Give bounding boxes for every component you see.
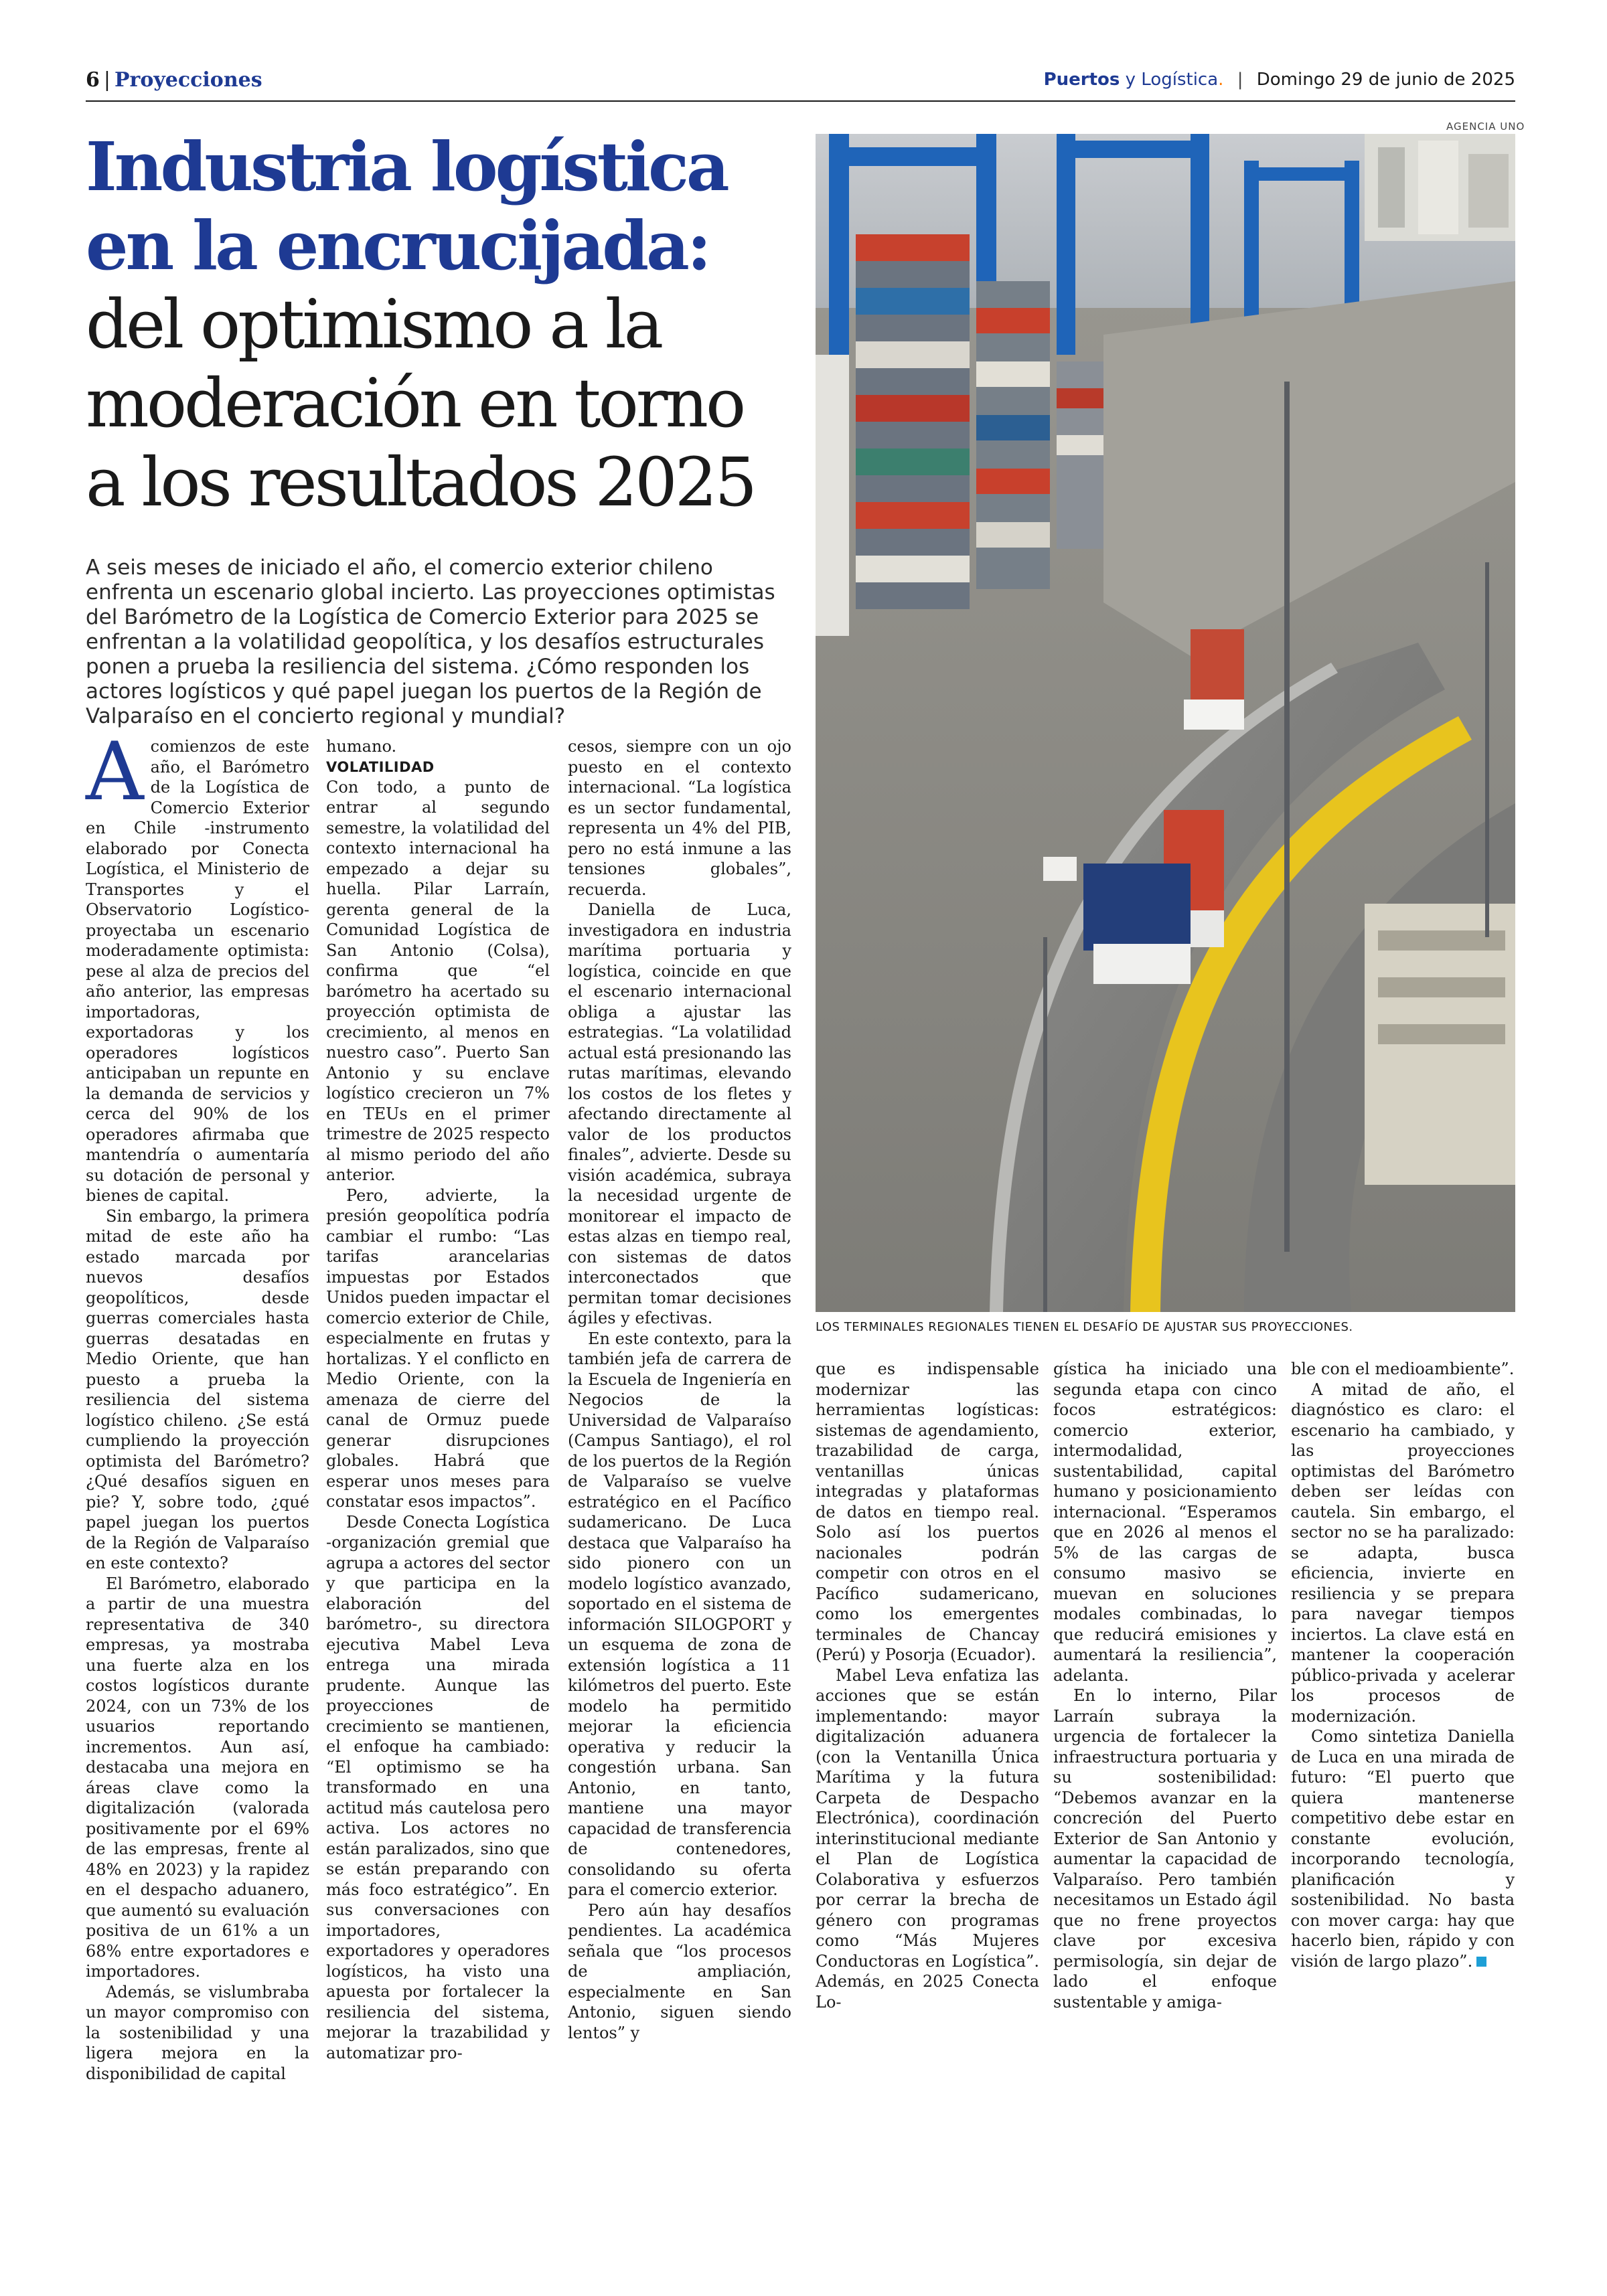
paragraph: Pero, advierte, la presión geopolítica podría cambiar el rumbo: “Las tarifas arancelarias impuestas por Estados Unidos pueden impactar el comercio exterior de Chile, especialmente en frutas y hortalizas. Y el conflicto en Medio Oriente, con la amenaza de cierre del canal de Ormuz puede generar disrupciones globales. Habrá que esperar unos meses para constatar esos impactos”. (326, 1185, 550, 1511)
paragraph: A mitad de año, el diagnóstico es claro: el escenario ha cambiado, y las proyecciones optimistas del Barómetro deben ser leídas con cautela. Sin embargo, el sector no se ha paralizado: se adapta, busca eficiencia, invierte en resiliencia y se prepara para navegar tiempos inciertos. La clave está en mantener la cooperación público-privada y acelerar los procesos de modernización. (1291, 1380, 1515, 1726)
publication-name: y Logística (1125, 70, 1219, 90)
paragraph: Mabel Leva enfatiza las acciones que se están implementando: mayor digitalización aduanera (con la Ventanilla Única Marítima y la futura Carpeta de Despacho Electrónica), coordinación interinstitucional mediante el Plan de Logística Colaborativa y esfuerzos por cerrar la brecha de género con programas como “Más Mujeres Conductoras en Logística”. Además, en 2025 Conecta Lo- (816, 1665, 1039, 2012)
closing-paragraph-text: Como sintetiza Daniella de Luca en una mirada de futuro: “El puerto que quiera mantenerse competitivo debe estar en constante evolución, incorporando tecnología, planificación y sostenibilidad. No basta con mover carga: hay que hacerlo bien, rápido y con visión de largo plazo”. (1291, 1727, 1515, 1971)
page-header (86, 64, 1515, 98)
paragraph: Con todo, a punto de entrar al segundo semestre, la volatilidad del contexto internacional ha empezado a dejar su huella. Pilar Larraín, gerenta general de la Comunidad Logística de San Antonio (Colsa), confirma que “el barómetro ha acertado su proyección optimista de crecimiento, al menos en nuestro caso”. Puerto San Antonio y su enclave logístico crecieron un 7% en TEUs en el primer trimestre de 2025 respecto al mismo periodo del año anterior. (326, 777, 550, 1184)
photo-caption: LOS TERMINALES REGIONALES TIENEN EL DESAFÍO DE AJUSTAR SUS PROYECCIONES. (816, 1320, 1353, 1334)
paragraph: gística ha iniciado una segunda etapa con cinco focos estratégicos: comercio exterior, intermodalidad, sustentabilidad, capital humano y posicionamiento internacional. “Esperamos que en 2026 al menos el 5% de las cargas de consumo masivo se muevan en soluciones modales combinadas, lo que reducirá emisiones y aumentará la resiliencia”, adelanta. (1053, 1360, 1277, 1685)
article-column-3 (568, 736, 791, 2043)
paragraph: que es indispensable modernizar las herramientas logísticas: sistemas de agendamiento, trazabilidad de carga, ventanillas únicas integradas y plataformas de datos en tiempo real. Solo así los puertos nacionales podrán competir con otros en el Pacífico sudamericano, como los emergentes terminales de Chancay (Perú) y Posorja (Ecuador). (816, 1360, 1039, 1664)
paragraph: El Barómetro, elaborado a partir de una muestra representativa de 340 empresas, ya mostraba una fuerte alza en los costos logísticos durante 2024, con un 73% de los usuarios reportando incrementos. Aun así, destacaba una mejora en áreas clave como la digitalización (valorada positivamente por el 69% de las empresas, frente al 48% en 2023) y la rapidez en el despacho aduanero, que aumentó su evaluación positiva de un 61% a un 68% entre exportadores e importadores. (86, 1574, 309, 1981)
headline-line-1: Industria logística (86, 127, 727, 206)
paragraph: ble con el medioambiente”. (1291, 1360, 1515, 1378)
headline-line-4: moderación en torno (86, 364, 744, 442)
article-column-1 (86, 726, 309, 2084)
drop-cap: A (86, 726, 144, 819)
lead-paragraph: A seis meses de iniciado el año, el comercio exterior chileno enfrenta un escenario global incierto. Las proyecciones optimistas del Barómetro de la Logística de Comercio Exterior para 2025 se enfrentan a la volatilidad geopolítica, y los desafíos estructurales ponen a prueba la resiliencia del sistema. ¿Cómo responden los actores logísticos y qué papel juegan los puertos de la Región de Valparaíso en el concierto regional y mundial? (86, 556, 775, 728)
photo-credit: AGENCIA UNO (1446, 120, 1525, 133)
paragraph: comienzos de este año, el Barómetro de la Logística de Comercio Exterior en Chile -instrumento elaborado por Conecta Logística, el Ministerio de Transportes y el Observatorio Logístico- proyectaba un escenario moderadamente optimista: pese al alza de precios del año anterior, las empresas importadoras, exportadoras y los operadores logísticos anticipaban un repunte en la demanda de servicios y cerca del 90% de los operadores afirmaba que mantendría o aumentaría su dotación de personal y bienes de capital. (86, 737, 309, 1205)
paragraph: Desde Conecta Logística -organización gremial que agrupa a actores del sector y que participa en la elaboración del barómetro-, su directora ejecutiva Mabel Leva entrega una mirada prudente. Aunque las proyecciones de crecimiento se mantienen, el enfoque ha cambiado: “El optimismo se ha transformado en una actitud más cautelosa pero activa. Los actores no están paralizados, sino que se están preparando con más foco estratégico”. En sus conversaciones con importadores, exportadores y operadores logísticos, ha visto una apuesta por fortalecer la resiliencia del sistema, mejorar la trazabilidad y automatizar pro- (326, 1512, 550, 2062)
port-illustration (816, 134, 1515, 1312)
paragraph: humano. (326, 737, 397, 756)
article-column-6 (1291, 1359, 1515, 1971)
end-of-article-mark (1476, 1957, 1486, 1967)
headline (86, 127, 802, 522)
page-number: 6 (86, 68, 100, 92)
paragraph: Pero aún hay desafíos pendientes. La académica señala que “los procesos de ampliación, especialmente en San Antonio, siguen siendo lentos” y (568, 1900, 791, 2042)
headline-line-5: a los resultados 2025 (86, 443, 755, 521)
publication-info: Puertos y Logística. | Domingo 29 de junio de 2025 (1043, 70, 1515, 90)
section-label: 6 | Proyecciones (86, 68, 262, 92)
paragraph: Además, se vislumbraba un mayor compromiso con la sostenibilidad y una ligera mejora en la disponibilidad de capital (86, 1982, 309, 2083)
article-column-2 (326, 736, 550, 2063)
subheading: VOLATILIDAD (326, 758, 435, 775)
paragraph: Daniella de Luca, investigadora en industria marítima portuaria y logística, coincide en que el escenario internacional obliga a ajustar las estrategias. “La volatilidad actual está presionando las rutas marítimas, elevando los costos de los fletes y afectando directamente al valor de los productos finales”, advierte. Desde su visión académica, subraya la necesidad urgente de monitorear el impacto de estas alzas en tiempo real, con sistemas de datos interconectados que permitan tomar decisiones ágiles y efectivas. (568, 900, 791, 1327)
headline-line-3: del optimismo a la (86, 285, 662, 363)
article-column-4 (816, 1359, 1039, 2012)
header-rule (86, 100, 1515, 102)
article-column-5 (1053, 1359, 1277, 2012)
paragraph (1291, 1726, 1515, 1971)
paragraph: En este contexto, para la también jefa de carrera de la Escuela de Ingeniería en Negocios de la Universidad de Valparaíso (Campus Santiago), el rol de los puertos de la Región de Valparaíso se vuelve estratégico en el Pacífico sudamericano. De Luca destaca que Valparaíso ha sido pionero con un modelo logístico avanzado, soportado en el sistema de información SILOGPORT y un esquema de zona de extensión logística a 11 kilómetros del puerto. Este modelo ha permitido mejorar la eficiencia operativa y reducir la congestión urbana. San Antonio, en tanto, mantiene una mayor capacidad de transferencia de contenedores, consolidando su oferta para el comercio exterior. (568, 1329, 791, 1899)
publication-name-bold: Puertos (1043, 70, 1120, 90)
paragraph: En lo interno, Pilar Larraín subraya la urgencia de fortalecer la infraestructura portuaria y su sostenibilidad: “Debemos avanzar en la concreción del Puerto Exterior de San Antonio y aumentar la capacidad de Valparaíso. Pero también necesitamos un Estado ágil que no frene proyectos clave por excesiva permisología, sin dejar de lado el enfoque sustentable y amiga- (1053, 1686, 1277, 2012)
paragraph: cesos, siempre con un ojo puesto en el contexto internacional. “La logística es un sector fundamental, representa un 4% del PIB, pero no está inmune a las tensiones globales”, recuerda. (568, 737, 791, 899)
port-photo (816, 134, 1515, 1312)
paragraph: Sin embargo, la primera mitad de este año ha estado marcada por nuevos desafíos geopolíticos, desde guerras comerciales hasta guerras desatadas en Medio Oriente, que han puesto a prueba la resiliencia del sistema logístico chileno. ¿Se está cumpliendo la proyección optimista del Barómetro? ¿Qué desafíos siguen en pie? Y, sobre todo, ¿qué papel juegan los puertos de la Región de Valparaíso en este contexto? (86, 1206, 309, 1572)
publication-dot: . (1218, 70, 1224, 90)
section-name: Proyecciones (114, 68, 262, 92)
headline-line-2: en la encrucijada: (86, 206, 709, 285)
issue-date: Domingo 29 de junio de 2025 (1256, 70, 1515, 90)
